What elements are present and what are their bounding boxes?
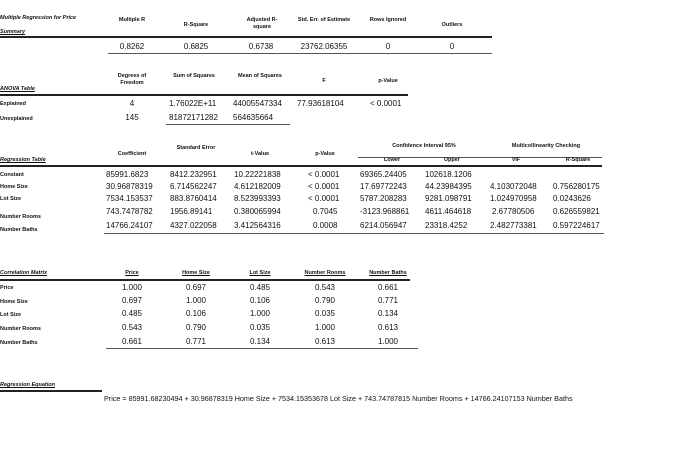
corr-cell: 0.613 [377, 323, 399, 332]
anova-label: ANOVA Table [0, 86, 35, 92]
corr-cell: 0.485 [121, 309, 143, 318]
reg-cell: 7534.153537 [106, 194, 153, 203]
anova-cell: 1.76022E+11 [169, 99, 217, 108]
anova-cell: < 0.0001 [370, 99, 402, 108]
corr-cell: 1.000 [314, 323, 336, 332]
reg-cell: -3123.968861 [360, 207, 410, 216]
reg-cell: 69365.24405 [360, 170, 407, 179]
reg-cell: 2.67780506 [492, 207, 535, 216]
corr-cell: 0.485 [249, 283, 271, 292]
reg-cell: 5787.208283 [360, 194, 407, 203]
corr-header-price: Price [125, 270, 139, 276]
reg-cell: 10.22221838 [234, 170, 281, 179]
corr-cell: 0.613 [314, 337, 336, 346]
corr-cell: 0.543 [121, 323, 143, 332]
regression-header-rule [0, 165, 602, 167]
reg-cell: 30.96878319 [106, 182, 153, 191]
reg-cell: 14766.24107 [106, 221, 153, 230]
corr-cell: 0.035 [314, 309, 336, 318]
reg-cell: 4.103072048 [490, 182, 537, 191]
summary-label: Multiple Regression for Price [0, 15, 77, 21]
anova-cell: 145 [125, 113, 139, 122]
anova-cell: 81872171282 [169, 113, 218, 122]
regression-equation: Price = 85991.68230494 + 30.96878319 Home Size + 7534.15353678 Lot Size + 743.74787815 Number Rooms + 14766.24107153 Number Baths [104, 394, 573, 403]
corr-cell: 0.661 [121, 337, 143, 346]
corr-cell: 1.000 [249, 309, 271, 318]
regression-label: Regression Table [0, 157, 46, 163]
corr-cell: 0.134 [377, 309, 399, 318]
corr-row-label: Number Baths [0, 340, 38, 346]
reg-header-t-value: t-Value [250, 151, 270, 157]
reg-cell: 6214.056947 [360, 221, 407, 230]
summary-sublabel: Summary [0, 29, 26, 35]
anova-header-df: Degrees of Freedom [117, 73, 147, 86]
anova-row-label: Explained [0, 101, 26, 107]
reg-cell: 17.69772243 [360, 182, 407, 191]
equation-rule [0, 390, 102, 392]
reg-subheader-upper: Upper [444, 157, 460, 163]
reg-cell: 0.380065994 [234, 207, 281, 216]
value-outliers: 0 [449, 42, 455, 51]
reg-subheader-r-square: R-Square [565, 157, 591, 163]
anova-cell: 77.93618104 [297, 99, 344, 108]
reg-header-confidence-interval: Confidence Interval 95% [392, 143, 456, 149]
reg-cell: 4.612182009 [234, 182, 281, 191]
corr-cell: 1.000 [185, 296, 207, 305]
reg-cell: 44.23984395 [425, 182, 472, 191]
summary-bottom-rule [108, 53, 492, 54]
reg-cell: < 0.0001 [308, 182, 340, 191]
summary-header-rule [0, 36, 492, 38]
reg-cell: 0.626559821 [553, 207, 600, 216]
value-std-err: 23762.06355 [300, 42, 348, 51]
value-adjusted-r-square: 0.6738 [248, 42, 274, 51]
reg-cell: 1956.89141 [170, 207, 213, 216]
header-r-square: R-Square [183, 22, 209, 28]
anova-header-f: F [322, 78, 326, 84]
anova-header-ss: Sum of Squares [173, 73, 215, 79]
reg-header-p-value: p-Value [315, 151, 335, 157]
corr-cell: 0.661 [377, 283, 399, 292]
corr-cell: 0.035 [249, 323, 271, 332]
header-rows-ignored: Rows Ignored [369, 17, 407, 23]
reg-cell: 743.7478782 [106, 207, 153, 216]
value-rows-ignored: 0 [385, 42, 391, 51]
reg-cell: 2.482773381 [490, 221, 537, 230]
reg-cell: 4611.464618 [425, 207, 472, 216]
corr-cell: 0.697 [121, 296, 143, 305]
reg-subheader-vif: VIF [511, 157, 521, 163]
corr-cell: 0.771 [185, 337, 207, 346]
corr-cell: 0.543 [314, 283, 336, 292]
correlation-bottom-rule [106, 348, 418, 349]
corr-cell: 0.106 [185, 309, 207, 318]
reg-cell: 9281.098791 [425, 194, 472, 203]
corr-row-label: Price [0, 285, 14, 291]
value-multiple-r: 0.8262 [119, 42, 145, 51]
reg-cell: 6.714562247 [170, 182, 217, 191]
corr-cell: 0.790 [185, 323, 207, 332]
header-std-err: Std. Err. of Estimate [297, 17, 351, 23]
header-adjusted-r-square: Adjusted R-square [246, 17, 278, 30]
header-outliers: Outliers [441, 22, 463, 28]
corr-header-number-baths: Number Baths [369, 270, 407, 276]
reg-cell: < 0.0001 [308, 170, 340, 179]
reg-cell: 0.0008 [313, 221, 338, 230]
value-r-square: 0.6825 [183, 42, 209, 51]
anova-row-label: Unexplained [0, 116, 33, 122]
anova-header-p: p-Value [378, 78, 398, 84]
anova-header-rule [0, 94, 408, 96]
corr-header-number-rooms: Number Rooms [304, 270, 346, 276]
reg-cell: 0.0243626 [553, 194, 591, 203]
corr-cell: 0.134 [249, 337, 271, 346]
corr-cell: 1.000 [121, 283, 143, 292]
reg-cell: 23318.4252 [425, 221, 468, 230]
reg-cell: 4327.022058 [170, 221, 217, 230]
reg-row-label: Number Baths [0, 227, 38, 233]
reg-row-label: Home Size [0, 184, 28, 190]
corr-cell: 0.697 [185, 283, 207, 292]
reg-cell: 883.8760414 [170, 194, 217, 203]
reg-row-label: Lot Size [0, 196, 22, 202]
anova-cell: 44005547334 [233, 99, 282, 108]
corr-cell: 0.771 [377, 296, 399, 305]
header-multiple-r: Multiple R [118, 17, 146, 23]
reg-cell: 3.412564316 [234, 221, 281, 230]
corr-row-label: Home Size [0, 299, 28, 305]
anova-bottom-rule [166, 124, 290, 125]
corr-cell: 0.106 [249, 296, 271, 305]
anova-cell: 564635664 [233, 113, 274, 122]
reg-cell: 1.024970958 [490, 194, 537, 203]
corr-cell: 0.790 [314, 296, 336, 305]
anova-cell: 4 [129, 99, 135, 108]
correlation-header-rule [0, 279, 410, 281]
reg-subheader-lower: Lower [383, 157, 401, 163]
reg-cell: 85991.6823 [106, 170, 149, 179]
reg-cell: 8.523993393 [234, 194, 281, 203]
reg-cell: 102618.1206 [425, 170, 472, 179]
reg-cell: 0.7045 [313, 207, 338, 216]
reg-cell: 8412.232951 [170, 170, 217, 179]
reg-row-label: Constant [0, 172, 24, 178]
corr-header-home-size: Home Size [182, 270, 210, 276]
reg-header-std-error: Standard Error [176, 145, 216, 151]
reg-header-coefficient: Coefficient [117, 151, 147, 157]
corr-header-lot-size: Lot Size [249, 270, 271, 276]
correlation-label: Correlation Matrix [0, 270, 48, 276]
equation-label: Regression Equation [0, 382, 56, 388]
regression-bottom-rule [104, 233, 604, 234]
corr-row-label: Number Rooms [0, 326, 41, 332]
corr-row-label: Lot Size [0, 312, 22, 318]
reg-cell: < 0.0001 [308, 194, 340, 203]
corr-cell: 1.000 [377, 337, 399, 346]
reg-cell: 0.597224617 [553, 221, 600, 230]
anova-header-ms: Mean of Squares [237, 73, 282, 79]
reg-cell: 0.756280175 [553, 182, 600, 191]
reg-row-label: Number Rooms [0, 214, 41, 220]
reg-header-multicollinearity: Multicollinearity Checking [511, 143, 581, 149]
